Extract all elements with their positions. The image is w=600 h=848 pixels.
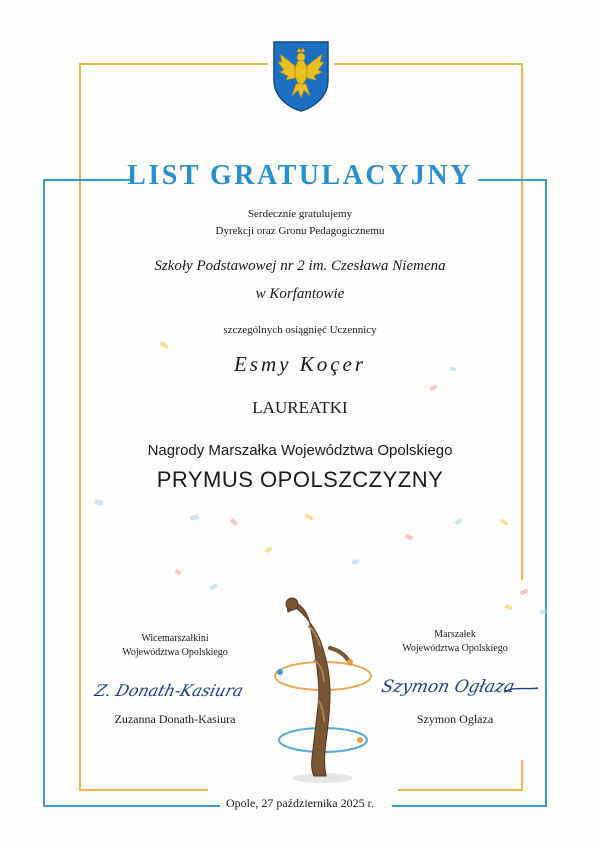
right-signature-text: Szymon Ogłaza — [379, 677, 517, 697]
right-signature — [376, 668, 546, 704]
left-signatory-title-1: Wicemarszałkini — [141, 633, 209, 644]
right-signatory-name: Szymon Ogłaza — [416, 712, 494, 726]
left-signature-text: Z. Donath-Kasiura — [92, 681, 246, 700]
left-signatory-title-2: Województwa Opolskiego — [122, 647, 228, 658]
left-signature — [86, 672, 246, 708]
laureate-role: LAUREATKI — [252, 398, 348, 417]
issue-date: Opole, 27 października 2025 r. — [226, 796, 374, 810]
school-place: w Korfantowie — [255, 286, 345, 302]
award-line: Nagrody Marszałka Województwa Opolskiego — [147, 442, 453, 459]
reason-line: szczególnych osiągnięć Uczennicy — [223, 324, 377, 336]
opole-coat-of-arms-icon — [272, 40, 330, 112]
greeting-line-1: Serdecznie gratulujemy — [247, 208, 353, 220]
left-signatory-name: Zuzanna Donath-Kasiura — [114, 712, 236, 726]
school-name: Szkoły Podstawowej nr 2 im. Czesława Niemena — [154, 258, 446, 274]
right-signatory-title — [360, 628, 550, 656]
certificate-title: LIST GRATULACYJNY — [127, 160, 473, 191]
left-signatory-title — [80, 632, 270, 660]
prymus-statuette-icon — [268, 590, 378, 790]
award-name: PRYMUS OPOLSZCZYZNY — [156, 467, 444, 492]
student-name: Esmy Koçer — [233, 352, 367, 376]
greeting-line-2: Dyrekcji oraz Gronu Pedagogicznemu — [215, 225, 385, 237]
right-signatory-title-2: Województwa Opolskiego — [402, 643, 508, 654]
right-signatory-title-1: Marszałek — [434, 629, 476, 640]
